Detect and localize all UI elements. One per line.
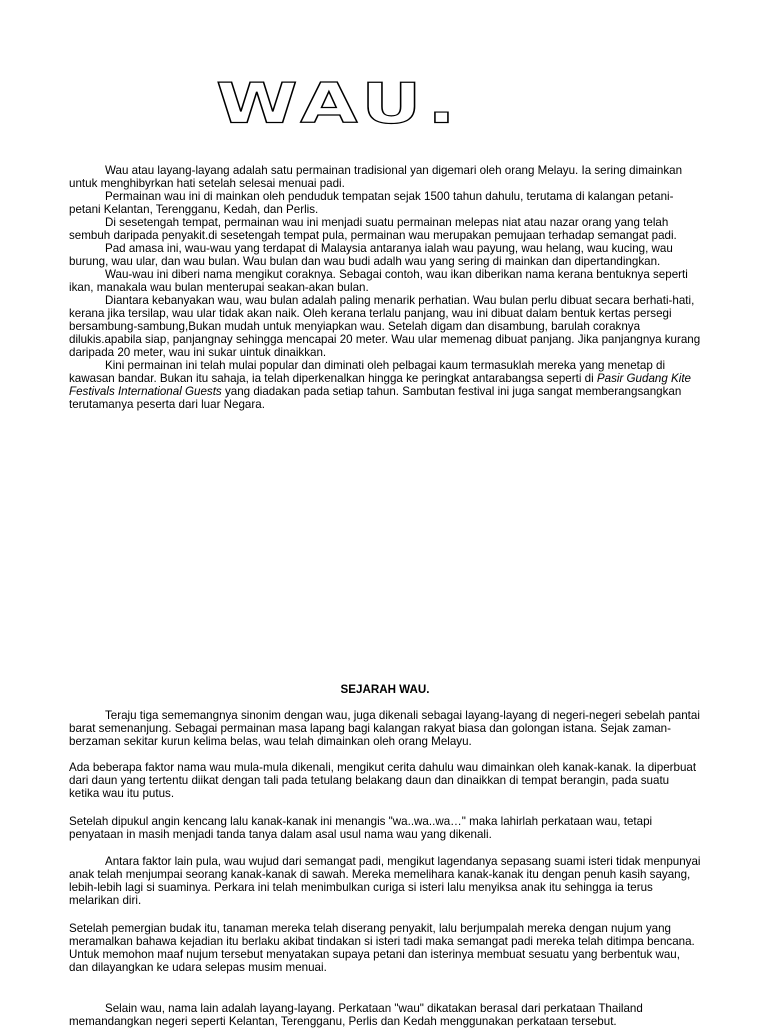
sejarah-p5 [69,922,701,974]
sejarah-paragraph: Setelah pemergian budak itu, tanaman mereka telah diserang penyakit, lalu berjumpalah mereka dengan nujum yang meramalkan bahawa kejadian itu berlaku akibat tindakan si isteri tadi maka semangat padi mereka telah ditimpa bencana. Untuk memohon maaf nujum tersebut menyatakan supaya petani dan isterinya membuat sesuatu yang berbentuk wau, dan dilayangkan ke udara selepas musim menuai. [69,922,695,974]
sejarah-p1 [69,709,701,748]
sejarah-paragraph: Ada beberapa faktor nama wau mula-mula dikenali, mengikut cerita dahulu wau dimainkan oleh kanak-kanak. Ia diperbuat dari daun yang tertentu diikat dengan tali pada tetulang belakang daun dan dinaikkan di tempat berangin, pada suatu ketika wau itu putus. [69,761,697,800]
sejarah-paragraph: Teraju tiga sememangnya sinonim dengan wau, juga dikenali sebagai layang-layang di negeri-negeri sebelah pantai barat semenanjung. Sebagai permainan masa lapang bagi kalangan rakyat biasa dan golongan istana. Sejak zaman-berzaman sekitar kurun kelima belas, wau telah dimainkan oleh orang Melayu. [69,709,700,748]
page-title: WAU. [216,71,462,136]
festival-text: Kini permainan ini telah mulai popular dan diminati oleh pelbagai kaum termasuklah mereka yang menetap di kawasan bandar. Bukan itu sahaja, ia telah diperkenalkan hingga ke peringkat antarabangsa seperti di [69,359,666,385]
intro-paragraph: Diantara kebanyakan wau, wau bulan adalah paling menarik perhatian. Wau bulan perlu dibuat secara berhati-hati, kerana jika tersilap, wau ular tidak akan naik. Oleh kerana terlalu panjang, wau ini dibuat dalam bentuk kertas persegi bersambung-sambung,Bukan mudah untuk menyiapkan wau. Setelah digam dan disambung, barulah coraknya dilukis.apabila siap, panjangnay sehingga mencapai 20 meter. Wau ular memenag dibuat panjang. Jika panjangnya kurang daripada 20 meter, wau ini sukar uintuk dinaikkan. [69,294,701,359]
sejarah-p3 [69,815,701,841]
intro-paragraph: Pad amasa ini, wau-wau yang terdapat di Malaysia antaranya ialah wau payung, wau helang, wau kucing, wau burung, wau ular, dan wau bulan. Wau bulan dan wau budi adalh wau yang sering di mainkan dan dipertandingkan. [69,242,673,268]
festival-paragraph [69,359,701,411]
section-heading: SEJARAH WAU. [340,683,430,696]
sejarah-paragraph: Antara faktor lain pula, wau wujud dari semangat padi, mengikut lagendanya sepasang suami isteri tidak menpunyai anak telah menjumpai seorang kanak-kanak di sawah. Mereka memelihara kanak-kanak itu dengan penuh kasih sayang, lebih-lebih lagi si suaminya. Perkara ini telah menimbulkan curiga si isteri lalu menyiksa anak itu sehingga ia terus melarikan diri. [69,855,701,907]
sejarah-paragraph: Setelah dipukul angin kencang lalu kanak-kanak ini menangis "wa..wa..wa…" maka lahirlah perkataan wau, tetapi penyataan in masih menjadi tanda tanya dalam asal usul nama wau yang dikenali. [69,815,653,841]
intro-paragraph: Wau atau layang-layang adalah satu permainan tradisional yan digemari oleh orang Melayu. Ia sering dimainkan untuk menghibyrkan hati setelah selesai menuai padi. [69,164,683,190]
sejarah-paragraph: Selain wau, nama lain adalah layang-layang. Perkataan "wau" dikatakan berasal dari perkataan Thailand memandangkan negeri seperti Kelantan, Terengganu, Perlis dan Kedah menggunakan perkataan tersebut. [69,1002,643,1028]
intro-paragraph: Permainan wau ini di mainkan oleh penduduk tempatan sejak 1500 tahun dahulu, terutama di kalangan petani-petani Kelantan, Terengganu, Kedah, dan Perlis. [69,190,674,216]
intro-paragraph: Di sesetengah tempat, permainan wau ini menjadi suatu permainan melepas niat atau nazar orang yang telah sembuh daripada penyakit.di sesetengah tempat pula, permainan wau merupakan pemujaan terhadap semangat padi. [69,216,677,242]
festival-name: Pasir Gudang Kite Festivals International Guests [69,372,691,398]
sejarah-p2 [69,761,701,800]
intro-section [69,164,701,411]
sejarah-p6 [69,1002,701,1028]
intro-paragraph: Wau-wau ini diberi nama mengikut coraknya. Sebagai contoh, wau ikan diberikan nama kerana bentuknya seperti ikan, manakala wau bulan menterupai seakan-akan bulan. [69,268,688,294]
sejarah-p4 [69,855,701,907]
festival-text-end: yang diadakan pada setiap tahun. Sambutan festival ini juga sangat memberangsangkan terutamanya peserta dari luar Negara. [69,385,682,411]
